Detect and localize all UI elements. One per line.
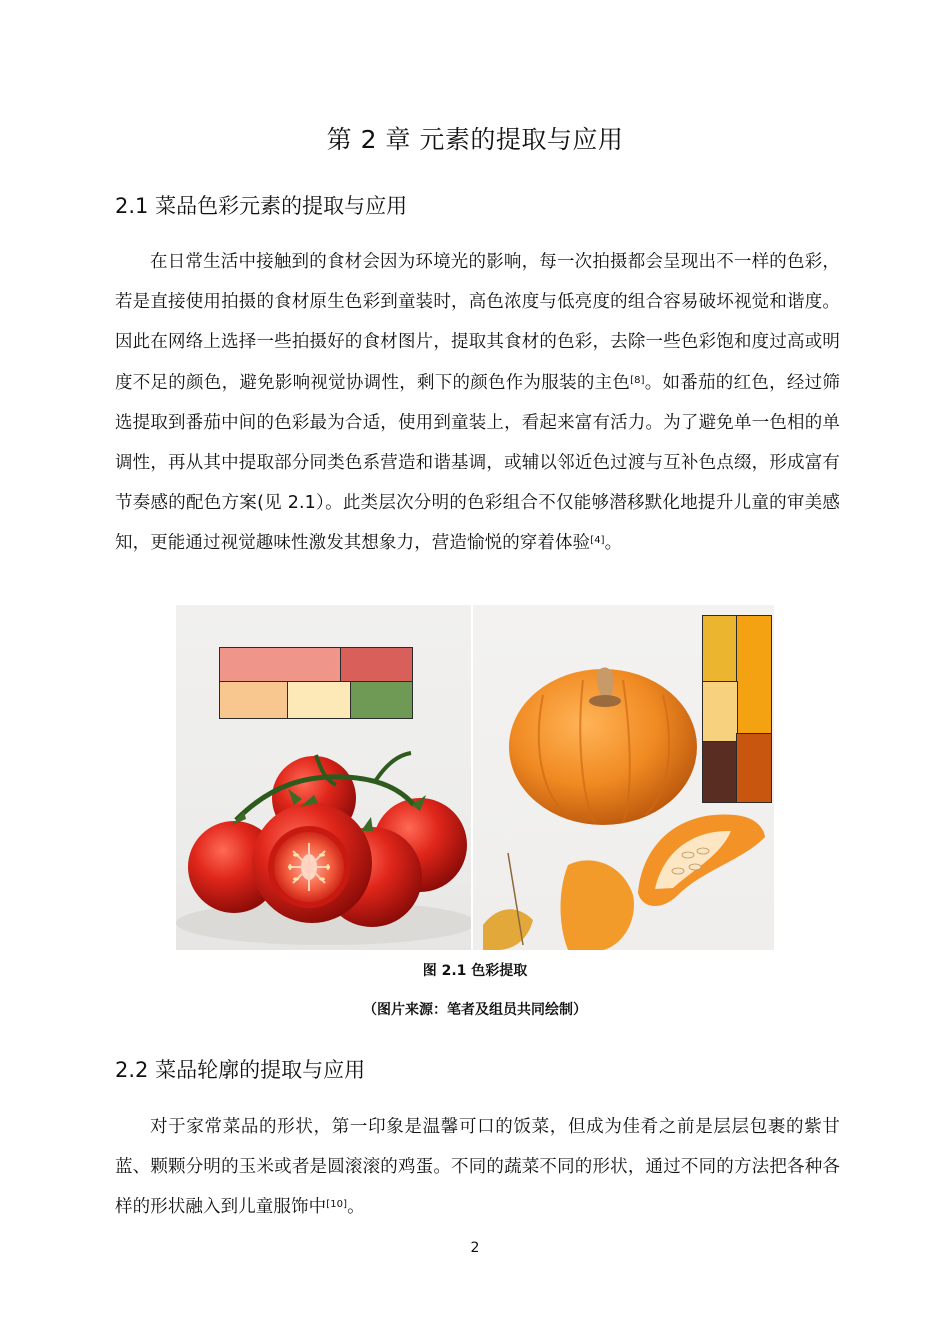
citation: [8] xyxy=(630,374,645,386)
tomato-color-palette xyxy=(219,647,413,719)
paragraph-text: 。 xyxy=(347,1197,365,1218)
tomato-photo xyxy=(176,605,471,950)
pumpkin-swatch-1 xyxy=(702,615,738,683)
tomato-swatch-1 xyxy=(219,647,342,683)
paragraph-text: 。如番茄的红色，经过筛选提取到番茄中间的色彩最为合适，使用到童装上，看起来富有活力。为了避免单一色相的单调性，再从其中提取部分同类色系营造和谐基调，或辅以邻近色过渡与互补色点缀，形成富有节奏感的配色方案(见 2.1）。此类层次分明的色彩组合不仅能够潜移默化地提升儿童的审美感知，更能通过视觉趣味性激发其想象力，营造愉悦的穿着体验 xyxy=(115,372,840,554)
pumpkin-swatch-5 xyxy=(736,733,772,803)
citation: [4] xyxy=(590,535,605,547)
section-heading-2-2: 2.2 菜品轮廓的提取与应用 xyxy=(115,1058,366,1082)
paragraph-text: 对于家常菜品的形状，第一印象是温馨可口的饭菜，但成为佳肴之前是层层包裹的紫甘蓝、颗颗分明的玉米或者是圆滚滚的鸡蛋。不同的蔬菜不同的形状，通过不同的方法把各种各样的形状融入到儿童服饰中 xyxy=(115,1117,840,1218)
tomato-swatch-5 xyxy=(350,681,413,719)
section-2-1-paragraph xyxy=(115,242,840,564)
section-heading-2-1: 2.1 菜品色彩元素的提取与应用 xyxy=(115,194,408,218)
page-number: 2 xyxy=(470,1240,480,1256)
pumpkin-swatch-4 xyxy=(702,741,738,803)
section-2-2-paragraph xyxy=(115,1107,840,1228)
figure-caption: 图 2.1 色彩提取 xyxy=(422,963,528,979)
paragraph-text: 在日常生活中接触到的食材会因为环境光的影响，每一次拍摄都会呈现出不一样的色彩，若是直接使用拍摄的食材原生色彩到童装时，高色浓度与低亮度的组合容易破坏视觉和谐度。因此在网络上选择一些拍摄好的食材图片，提取其食材的色彩，去除一些色彩饱和度过高或明度不足的颜色，避免影响视觉协调性，剩下的颜色作为服装的主色 xyxy=(115,252,840,393)
chapter-title: 第 2 章 元素的提取与应用 xyxy=(326,125,624,154)
pumpkin-color-palette xyxy=(702,615,772,803)
tomato-swatch-2 xyxy=(340,647,413,683)
tomato-swatch-3 xyxy=(219,681,289,719)
pumpkin-swatch-2 xyxy=(736,615,772,735)
tomato-swatch-4 xyxy=(287,681,352,719)
citation: [10] xyxy=(326,1199,348,1211)
pumpkin-swatch-3 xyxy=(702,681,738,743)
figure-color-extraction xyxy=(176,605,774,950)
pumpkin-photo xyxy=(473,605,774,950)
figure-source: （图片来源：笔者及组员共同绘制） xyxy=(363,1002,587,1018)
paragraph-text: 。 xyxy=(604,533,623,554)
